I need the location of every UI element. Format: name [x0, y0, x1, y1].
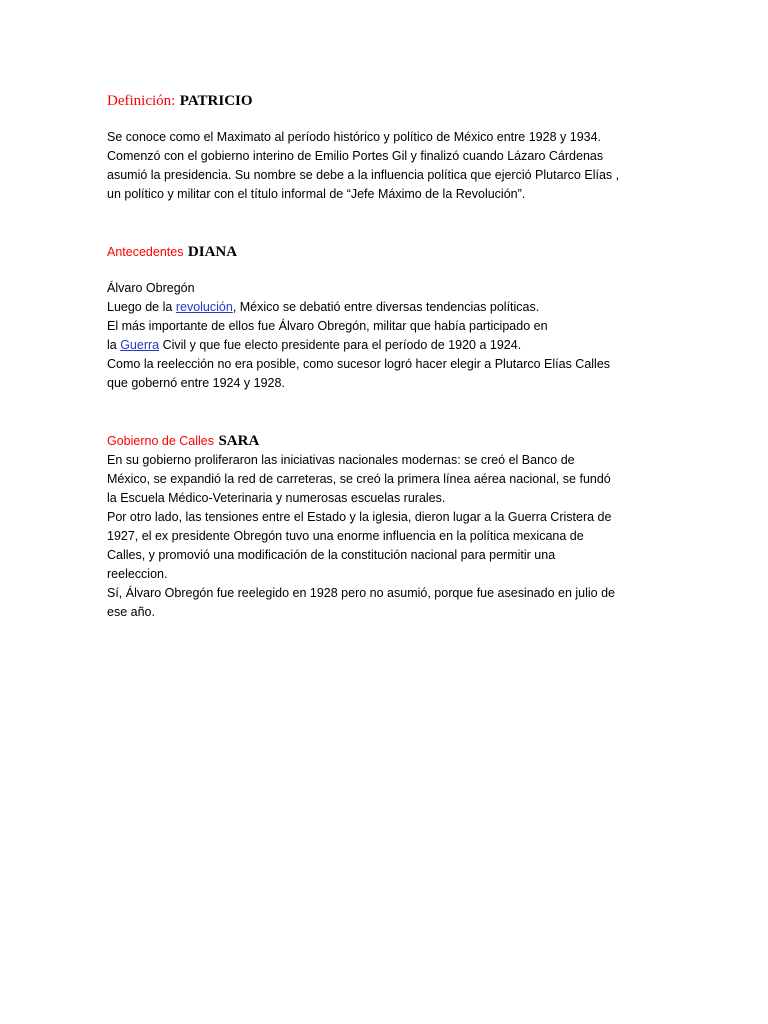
- text-line: la Escuela Médico-Veterinaria y numerosas escuelas rurales.: [107, 491, 446, 505]
- revolucion-link[interactable]: revolución: [175, 300, 233, 314]
- guerra-link[interactable]: Guerra: [120, 338, 160, 352]
- section-heading: [107, 91, 667, 111]
- section-paragraph: [107, 128, 667, 204]
- heading-label: Definición:: [107, 93, 176, 109]
- text-line: Sí, Álvaro Obregón fue reelegido en 1928 pero no asumió, porque fue asesinado en julio de: [107, 586, 615, 600]
- text-fragment: Civil y que fue electo presidente para el período de 1920 a 1924.: [159, 338, 522, 352]
- text-line: [107, 336, 667, 355]
- text-line: Calles, y promovió una modificación de la constitución nacional para permitir una: [107, 548, 556, 562]
- heading-label: Antecedentes: [107, 245, 184, 259]
- text-fragment: , México se debatió entre diversas tendencias políticas.: [232, 300, 540, 314]
- heading-label: Gobierno de Calles: [107, 434, 215, 448]
- text-line: Álvaro Obregón: [107, 281, 195, 295]
- text-line: que gobernó entre 1924 y 1928.: [107, 376, 285, 390]
- section-paragraph: [107, 279, 667, 393]
- section-antecedentes: [107, 242, 667, 393]
- text-line: Por otro lado, las tensiones entre el Estado y la iglesia, dieron lugar a la Guerra Cristera de: [107, 510, 612, 524]
- text-line: Se conoce como el Maximato al período histórico y político de México entre 1928 y 1934.: [107, 130, 602, 144]
- text-line: 1927, el ex presidente Obregón tuvo una enorme influencia en la política mexicana de: [107, 529, 584, 543]
- text-line: En su gobierno proliferaron las iniciativas nacionales modernas: se creó el Banco de: [107, 453, 575, 467]
- text-line: un político y militar con el título informal de “Jefe Máximo de la Revolución”.: [107, 187, 526, 201]
- text-line: México, se expandió la red de carreteras, se creó la primera línea aérea nacional, se fundó: [107, 472, 611, 486]
- text-line: Como la reelección no era posible, como sucesor logró hacer elegir a Plutarco Elías Calles: [107, 357, 611, 371]
- heading-author: DIANA: [187, 244, 238, 260]
- text-fragment: la: [107, 338, 121, 352]
- section-gobierno-de-calles: [107, 431, 667, 622]
- text-fragment: Luego de la: [107, 300, 173, 314]
- text-line: reeleccion.: [107, 567, 168, 581]
- text-line: El más importante de ellos fue Álvaro Obregón, militar que había participado en: [107, 319, 548, 333]
- section-paragraph: [107, 451, 667, 622]
- heading-author: SARA: [218, 433, 260, 449]
- section-heading: [107, 242, 667, 262]
- text-line: asumió la presidencia. Su nombre se debe a la influencia política que ejerció Plutarco Elías ,: [107, 168, 620, 182]
- section-definicion: [107, 91, 667, 204]
- text-line: [107, 298, 667, 317]
- section-heading: [107, 431, 667, 451]
- text-line: ese año.: [107, 605, 155, 619]
- heading-author: PATRICIO: [179, 93, 253, 109]
- text-line: Comenzó con el gobierno interino de Emilio Portes Gil y finalizó cuando Lázaro Cárdenas: [107, 149, 604, 163]
